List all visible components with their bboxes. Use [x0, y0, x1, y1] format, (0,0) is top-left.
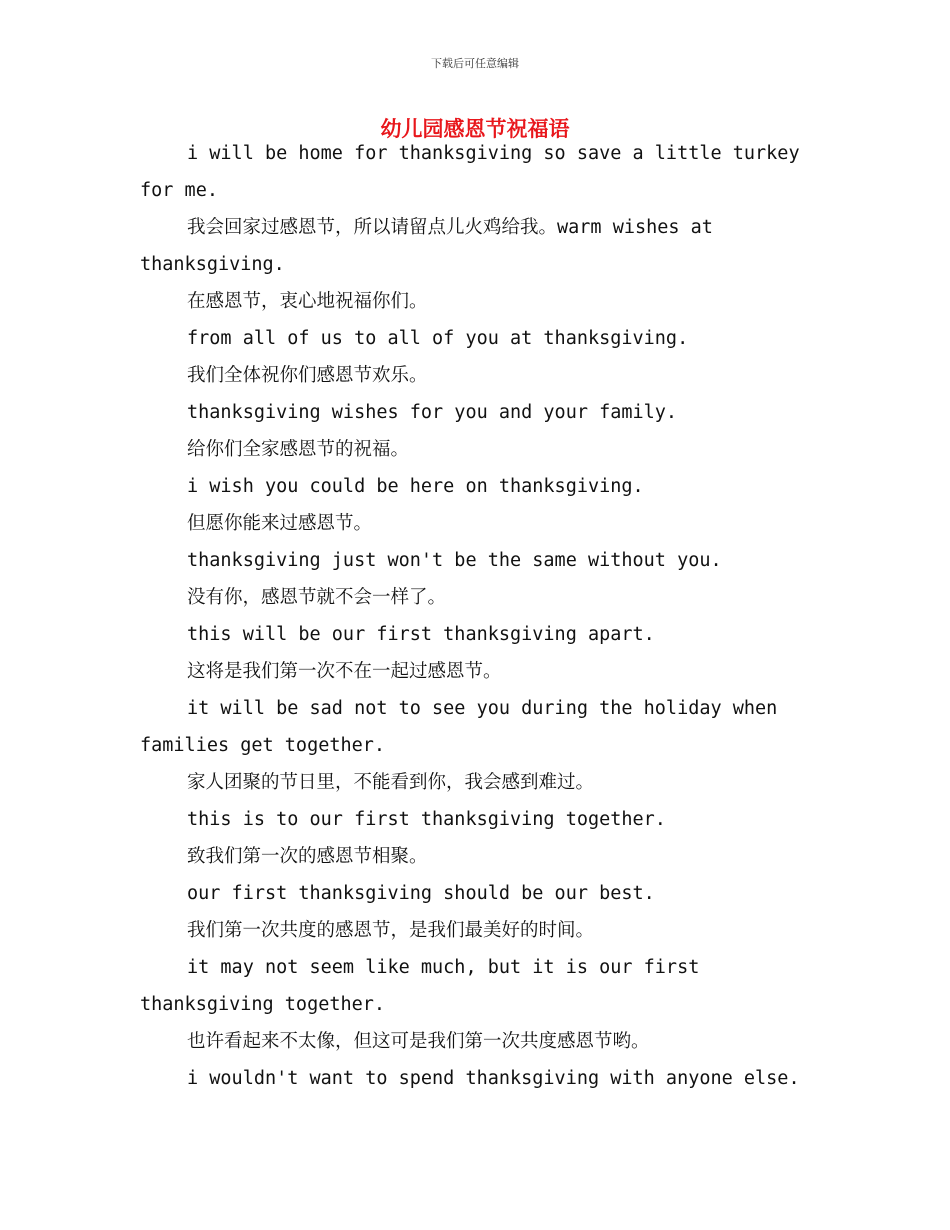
paragraph: 也许看起来不太像，但这可是我们第一次共度感恩节哟。 [187, 1031, 650, 1052]
paragraph: 给你们全家感恩节的祝福。 [187, 439, 410, 460]
document-title: 幼儿园感恩节祝福语 [380, 117, 570, 141]
document-body [140, 135, 800, 1097]
paragraph: 家人团聚的节日里，不能看到你，我会感到难过。 [187, 772, 595, 793]
paragraph: it will be sad not to see you during the holiday when families get together. [140, 698, 778, 756]
paragraph: 我会回家过感恩节，所以请留点儿火鸡给我。warm wishes at thanksgiving. [140, 217, 713, 275]
paragraph: thanksgiving wishes for you and your family. [187, 402, 678, 423]
paragraph: i will be home for thanksgiving so save a little turkey for me. [140, 143, 800, 201]
paragraph: i wish you could be here on thanksgiving. [187, 476, 644, 497]
paragraph: 在感恩节，衷心地祝福你们。 [187, 291, 428, 312]
paragraph: 致我们第一次的感恩节相聚。 [187, 846, 428, 867]
paragraph: our first thanksgiving should be our best. [187, 883, 655, 904]
paragraph: this is to our first thanksgiving together. [187, 809, 666, 830]
paragraph: it may not seem like much, but it is our first thanksgiving together. [140, 957, 700, 1015]
paragraph: this will be our first thanksgiving apart. [187, 624, 655, 645]
page-header: 下载后可任意编辑 [431, 57, 519, 70]
paragraph: from all of us to all of you at thanksgiving. [187, 328, 689, 349]
paragraph: 我们全体祝你们感恩节欢乐。 [187, 365, 428, 386]
paragraph: i wouldn't want to spend thanksgiving with anyone else. [187, 1068, 800, 1089]
paragraph: 没有你，感恩节就不会一样了。 [187, 587, 447, 608]
paragraph: thanksgiving just won't be the same without you. [187, 550, 722, 571]
paragraph: 我们第一次共度的感恩节，是我们最美好的时间。 [187, 920, 595, 941]
paragraph: 这将是我们第一次不在一起过感恩节。 [187, 661, 502, 682]
paragraph: 但愿你能来过感恩节。 [187, 513, 373, 534]
